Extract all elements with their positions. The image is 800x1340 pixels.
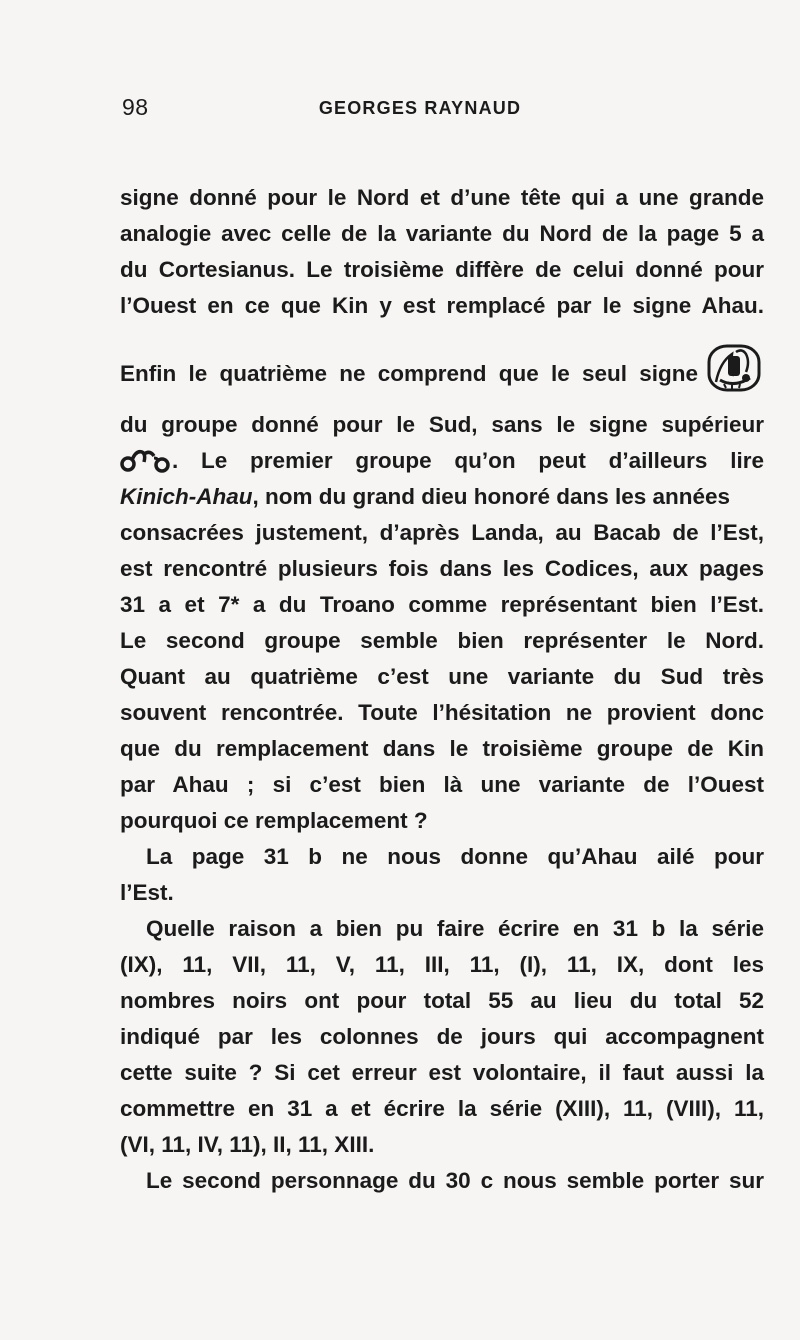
text-line-17: pourquoi ce remplacement ? [120,808,428,833]
text-line-27: Le second personnage du 30 c nous semble porter sur [146,1168,764,1193]
text-line-15: que du remplacement dans le troisième groupe de Kin [120,736,764,761]
text-line-22: nombres noirs ont pour total 55 au lieu du total 52 [120,988,764,1013]
text-line-5: Enfin le quatrième ne comprend que le seul signe [120,361,698,386]
text-line-21: (IX), 11, VII, 11, V, 11, III, 11, (I), 11, IX, dont les [120,952,764,977]
text-line-11: 31 a et 7* a du Troano comme représentant bien l’Est. [120,592,764,617]
text-line-18: La page 31 b ne nous donne qu’Ahau ailé pour [146,844,764,869]
text-line-1: signe donné pour le Nord et d’une tête qui a une grande [120,185,764,210]
text-line-14: souvent rencontrée. Toute l’hésitation ne provient donc [120,700,764,725]
text-line-8-rest: , nom du grand dieu honoré dans les années [252,484,731,509]
kinich-ahau-name: Kinich-Ahau [120,484,253,509]
text-line-25: commettre en 31 a et écrire la série (XIII), 11, (VIII), 11, [120,1096,764,1121]
text-line-20: Quelle raison a bien pu faire écrire en 31 b la série [146,916,764,941]
text-line-7: . Le premier groupe qu’on peut d’ailleurs lire [172,448,764,473]
maya-glyph-ahau-icon [706,342,762,394]
maya-upper-sign-icon [120,448,172,474]
text-line-9: consacrées justement, d’après Landa, au Bacab de l’Est, [120,520,764,545]
text-line-23: indiqué par les colonnes de jours qui accompagnent [120,1024,764,1049]
text-line-19: l’Est. [120,880,174,905]
text-line-4: l’Ouest en ce que Kin y est remplacé par le signe Ahau. [120,293,764,318]
text-line-3: du Cortesianus. Le troisième diffère de celui donné pour [120,257,764,282]
text-line-16: par Ahau ; si c’est bien là une variante de l’Ouest [120,772,764,797]
text-line-13: Quant au quatrième c’est une variante du Sud très [120,664,764,689]
text-line-10: est rencontré plusieurs fois dans les Codices, aux pages [120,556,764,581]
text-line-26: (VI, 11, IV, 11), II, 11, XIII. [120,1132,375,1157]
text-line-8 [120,481,764,513]
text-line-12: Le second groupe semble bien représenter le Nord. [120,628,764,653]
text-line-6: du groupe donné pour le Sud, sans le signe supérieur [120,412,764,437]
running-title: GEORGES RAYNAUD [318,98,522,118]
text-line-24: cette suite ? Si cet erreur est volontaire, il faut aussi la [120,1060,764,1085]
text-line-2: analogie avec celle de la variante du Nord de la page 5 a [120,221,764,246]
page-number: 98 [122,94,149,120]
